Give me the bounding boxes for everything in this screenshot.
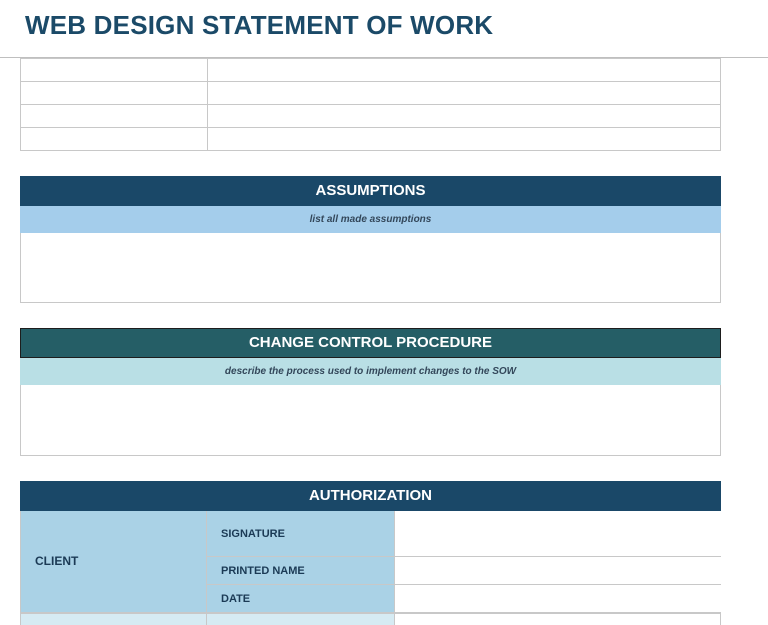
table-cell[interactable]: [21, 105, 208, 128]
assumptions-subtitle[interactable]: list all made assumptions: [20, 206, 721, 233]
previous-section-table: [20, 58, 721, 151]
table-cell[interactable]: [207, 614, 395, 625]
table-cell[interactable]: [21, 614, 207, 625]
client-label-cell[interactable]: [21, 511, 207, 612]
change-control-section: [20, 328, 721, 456]
table-cell[interactable]: [21, 82, 208, 105]
assumptions-content-cell[interactable]: [20, 233, 721, 303]
change-control-content-cell[interactable]: [20, 385, 721, 456]
change-control-subtitle[interactable]: describe the process used to implement changes to the SOW: [20, 358, 721, 385]
signature-field[interactable]: [395, 511, 721, 557]
table-cell[interactable]: [208, 105, 721, 128]
table-cell[interactable]: [208, 59, 721, 82]
next-row-partial: [21, 614, 720, 625]
table-row: [21, 82, 721, 105]
authorization-grid: [20, 511, 721, 625]
printed-name-label[interactable]: PRINTED NAME: [207, 557, 395, 585]
table-cell[interactable]: [208, 128, 721, 151]
change-control-header[interactable]: CHANGE CONTROL PROCEDURE: [20, 328, 721, 358]
table-row: [21, 128, 721, 151]
date-label[interactable]: DATE: [207, 585, 395, 613]
client-label: CLIENT: [35, 554, 79, 568]
title-bar: [0, 0, 768, 58]
date-field[interactable]: [395, 585, 721, 613]
table-row: [21, 59, 721, 82]
printed-name-field[interactable]: [395, 557, 721, 585]
table-row: [21, 105, 721, 128]
table-cell[interactable]: [21, 128, 208, 151]
assumptions-header[interactable]: ASSUMPTIONS: [20, 176, 721, 206]
signature-label[interactable]: SIGNATURE: [207, 511, 395, 557]
assumptions-section: [20, 176, 721, 303]
page-title: WEB DESIGN STATEMENT OF WORK: [25, 10, 494, 40]
table-cell[interactable]: [208, 82, 721, 105]
authorization-header[interactable]: AUTHORIZATION: [20, 481, 721, 511]
table-cell[interactable]: [21, 59, 208, 82]
authorization-section: [20, 481, 721, 625]
